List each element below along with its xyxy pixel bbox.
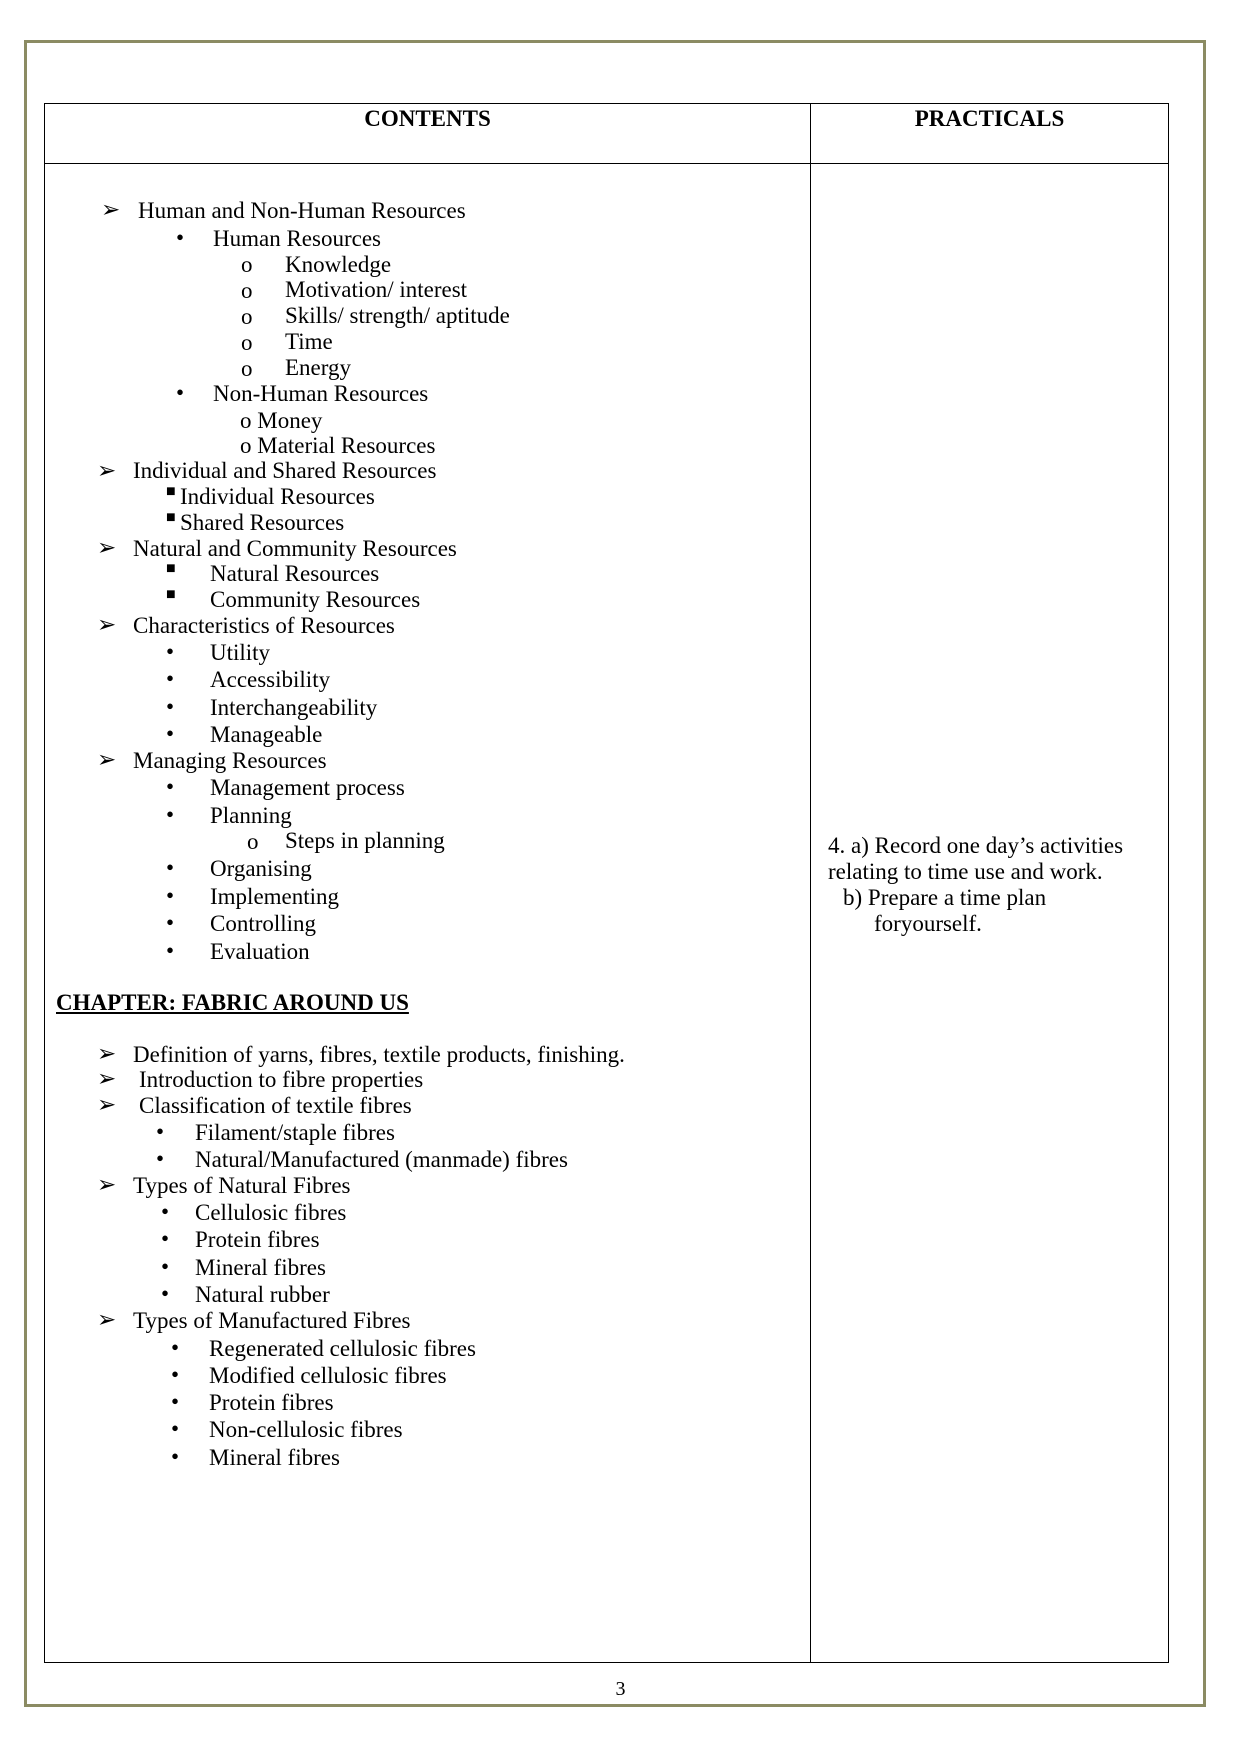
dot-bullet-icon: • (176, 380, 185, 405)
page-number: 3 (615, 1678, 626, 1700)
subtopic-human: Human Resources (213, 226, 381, 251)
dot-bullet-icon: • (171, 1416, 180, 1441)
list-item: o Material Resources (240, 433, 436, 458)
dot-bullet-icon: • (171, 1335, 180, 1360)
practicals-cell (811, 164, 1169, 1663)
list-item: Planning (210, 803, 292, 828)
dot-bullet-icon: • (171, 1444, 180, 1469)
syllabus-table (44, 103, 1169, 1663)
list-item: Community Resources (210, 587, 421, 612)
list-item: Interchangeability (210, 695, 378, 720)
dot-bullet-icon: • (166, 855, 175, 880)
circle-bullet-icon: o (241, 356, 253, 381)
list-item: Natural Resources (210, 561, 380, 586)
topic-intro: Introduction to fibre properties (139, 1067, 424, 1092)
circle-bullet-icon: o (241, 252, 253, 277)
list-item: Accessibility (210, 667, 331, 692)
dot-bullet-icon: • (176, 225, 185, 250)
list-item: Shared Resources (180, 510, 345, 535)
dot-bullet-icon: • (161, 1281, 170, 1306)
topic-manufactured-fibres: Types of Manufactured Fibres (133, 1308, 411, 1333)
dot-bullet-icon: • (166, 883, 175, 908)
list-item: Utility (210, 640, 271, 665)
dot-bullet-icon: • (171, 1389, 180, 1414)
dot-bullet-icon: • (166, 639, 175, 664)
arrow-bullet-icon: ➢ (97, 612, 117, 637)
practicals-header: PRACTICALS (811, 104, 1169, 164)
list-item: Skills/ strength/ aptitude (285, 303, 510, 328)
arrow-bullet-icon: ➢ (101, 197, 121, 222)
topic-managing: Managing Resources (133, 748, 327, 773)
square-bullet-icon: ■ (166, 483, 176, 500)
dot-bullet-icon: • (156, 1119, 165, 1144)
topic-individual-shared: Individual and Shared Resources (133, 458, 437, 483)
contents-header: CONTENTS (45, 104, 811, 164)
dot-bullet-icon: • (161, 1254, 170, 1279)
topic-characteristics: Characteristics of Resources (133, 613, 395, 638)
list-item: Natural rubber (195, 1282, 330, 1307)
list-item: Protein fibres (195, 1227, 320, 1252)
circle-bullet-icon: o (247, 829, 259, 854)
list-item: Organising (210, 856, 312, 881)
subtopic-nonhuman: Non-Human Resources (213, 381, 429, 406)
square-bullet-icon: ■ (166, 509, 176, 526)
dot-bullet-icon: • (166, 938, 175, 963)
topic-natural-fibres: Types of Natural Fibres (133, 1173, 351, 1198)
dot-bullet-icon: • (166, 802, 175, 827)
list-item: Filament/staple fibres (195, 1120, 395, 1145)
list-item: Regenerated cellulosic fibres (209, 1336, 476, 1361)
square-bullet-icon: ■ (166, 586, 176, 603)
list-item: Controlling (210, 911, 317, 936)
arrow-bullet-icon: ➢ (97, 1092, 117, 1117)
list-item: Evaluation (210, 939, 310, 964)
square-bullet-icon: ■ (166, 560, 176, 577)
list-item: Natural/Manufactured (manmade) fibres (195, 1147, 568, 1172)
list-item: Mineral fibres (209, 1445, 340, 1470)
list-item: Mineral fibres (195, 1255, 326, 1280)
list-item: Motivation/ interest (285, 277, 468, 302)
list-item: Implementing (210, 884, 340, 909)
topic-classification: Classification of textile fibres (139, 1093, 412, 1118)
dot-bullet-icon: • (161, 1226, 170, 1251)
list-item: Knowledge (285, 252, 392, 277)
list-item: Steps in planning (285, 828, 445, 853)
list-item: Non-cellulosic fibres (209, 1417, 403, 1442)
practical-line-1: 4. a) Record one day’s activities (828, 833, 1124, 858)
topic-natural-community: Natural and Community Resources (133, 536, 457, 561)
arrow-bullet-icon: ➢ (97, 458, 117, 483)
list-item: Individual Resources (180, 484, 375, 509)
practical-line-3: b) Prepare a time plan (843, 885, 1047, 910)
list-item: Management process (210, 775, 405, 800)
contents-cell (45, 164, 811, 1663)
dot-bullet-icon: • (161, 1199, 170, 1224)
list-item: o Money (240, 408, 323, 433)
chapter-title: CHAPTER: FABRIC AROUND US (56, 990, 409, 1015)
dot-bullet-icon: • (166, 721, 175, 746)
arrow-bullet-icon: ➢ (97, 1172, 117, 1197)
list-item: Protein fibres (209, 1390, 334, 1415)
dot-bullet-icon: • (166, 694, 175, 719)
dot-bullet-icon: • (171, 1362, 180, 1387)
arrow-bullet-icon: ➢ (97, 1307, 117, 1332)
practical-line-4: foryourself. (874, 911, 982, 936)
arrow-bullet-icon: ➢ (97, 1066, 117, 1091)
circle-bullet-icon: o (241, 278, 253, 303)
list-item: Time (285, 329, 333, 354)
list-item: Manageable (210, 722, 323, 747)
arrow-bullet-icon: ➢ (97, 1041, 117, 1066)
list-item: Energy (285, 355, 352, 380)
dot-bullet-icon: • (166, 774, 175, 799)
dot-bullet-icon: • (166, 666, 175, 691)
topic-human-nonhuman: Human and Non-Human Resources (138, 198, 466, 223)
circle-bullet-icon: o (241, 330, 253, 355)
arrow-bullet-icon: ➢ (97, 535, 117, 560)
list-item: Modified cellulosic fibres (209, 1363, 447, 1388)
list-item: Cellulosic fibres (195, 1200, 347, 1225)
practical-line-2: relating to time use and work. (828, 859, 1103, 884)
arrow-bullet-icon: ➢ (97, 747, 117, 772)
dot-bullet-icon: • (156, 1146, 165, 1171)
circle-bullet-icon: o (241, 304, 253, 329)
dot-bullet-icon: • (166, 910, 175, 935)
topic-definition: Definition of yarns, fibres, textile products, finishing. (133, 1042, 625, 1067)
